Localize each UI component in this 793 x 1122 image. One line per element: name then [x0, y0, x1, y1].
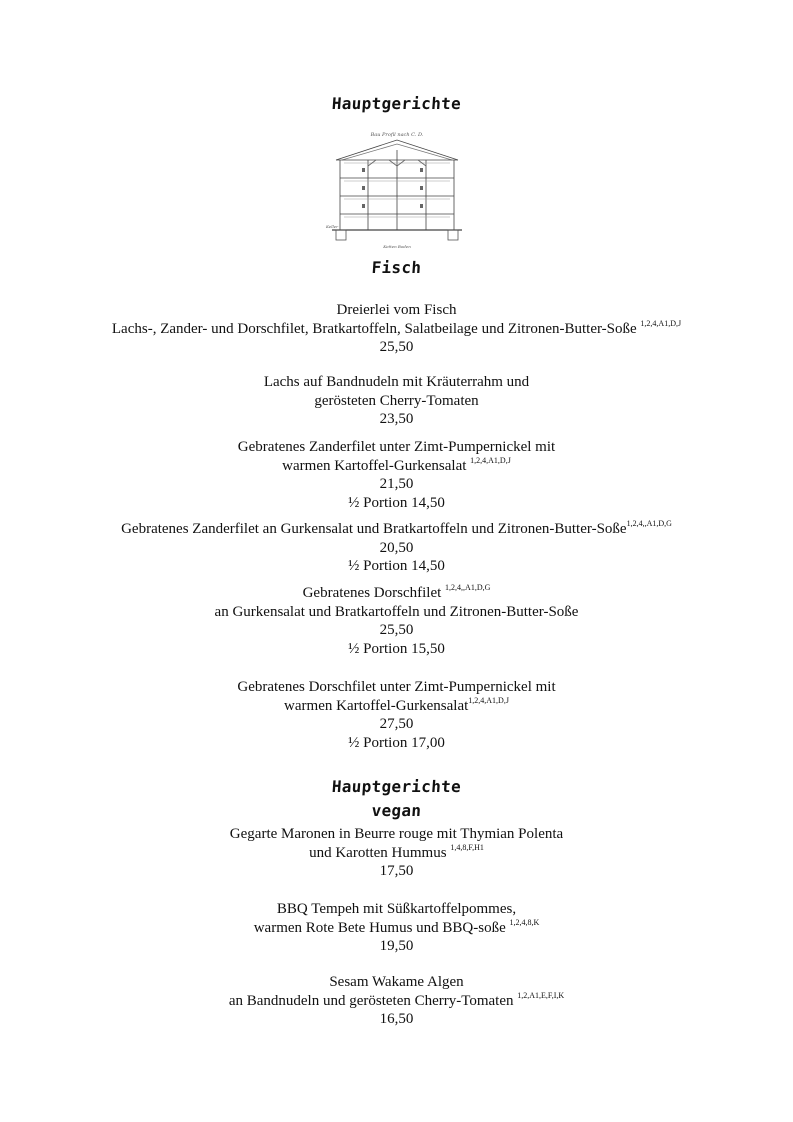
dish-text [0, 603, 793, 621]
illustration-caption: Bau Profil nach C. D. [370, 132, 424, 138]
dish-price [0, 937, 793, 955]
dish-line-text: und Karotten Hummus [309, 844, 451, 861]
dish-line-text: Lachs-, Zander- und Dorschfilet, Bratkartoffeln, Salatbeilage und Zitronen-Butter-Soße [111, 320, 641, 337]
dish-price [0, 621, 793, 639]
dish-line-text: 20,50 [379, 539, 414, 556]
dish-line-text: Gebratenes Dorschfilet [302, 585, 446, 601]
dish-text [0, 457, 793, 475]
allergen-codes: 1,2,4,A1,D,J [470, 455, 511, 465]
dish-line-text: 25,50 [379, 622, 414, 638]
dish-price [0, 1010, 793, 1028]
vegan-section-title: Hauptgerichte [331, 777, 462, 796]
allergen-codes: 1,2,4,,A1,D,G [626, 519, 672, 528]
dish-text [0, 697, 793, 715]
dish-line-text: warmen Rote Bete Humus und BBQ-soße [253, 919, 510, 936]
vegan-section-subtitle: vegan [370, 801, 422, 820]
allergen-codes: 1,2,4,,A1,D,G [445, 583, 491, 592]
dish-text [0, 520, 793, 538]
dish-line-text: Gebratenes Zanderfilet an Gurkensalat und Bratkartoffeln und Zitronen-Butter-Soße [121, 521, 627, 537]
dish-text [0, 301, 793, 319]
dish-line-text: Dreierlei vom Fisch [336, 302, 457, 318]
dish-text [0, 900, 793, 918]
dish-line-text: 23,50 [379, 411, 414, 427]
dish-price [0, 475, 793, 493]
illustration-left-note: Keller [326, 224, 339, 229]
dish-price [0, 494, 793, 512]
dish-line-text: 25,50 [379, 339, 414, 355]
section-subtitle: Fisch [370, 258, 422, 277]
dish-text [0, 973, 793, 991]
dish-line-text: gerösteten Cherry-Tomaten [314, 392, 479, 409]
illustration-bottom-note: Ketten Boden [383, 244, 411, 249]
dish-line-text: warmen Kartoffel-Gurkensalat [284, 697, 469, 714]
dish-price [0, 539, 793, 557]
dish-line-text: 27,50 [379, 716, 414, 732]
dish-line-text: 16,50 [379, 1011, 414, 1027]
dish-line-text: Gebratenes Dorschfilet unter Zimt-Pumpernickel mit [237, 679, 556, 695]
dish-line-text: ½ Portion 14,50 [348, 494, 445, 511]
dish-line-text: ½ Portion 17,00 [348, 734, 445, 751]
dish-line-text: Lachs auf Bandnudeln mit Kräuterrahm und [263, 374, 530, 390]
dish-text [0, 844, 793, 862]
dish-line-text: 21,50 [379, 476, 414, 492]
dish-line-text: warmen Kartoffel-Gurkensalat [282, 457, 471, 474]
dish-price [0, 734, 793, 752]
section-title: Hauptgerichte [331, 94, 462, 113]
dish-line-text: Gegarte Maronen in Beurre rouge mit Thymian Polenta [229, 826, 564, 842]
dish-price [0, 410, 793, 428]
dish-price [0, 715, 793, 733]
dish-line-text: an Gurkensalat und Bratkartoffeln und Zitronen-Butter-Soße [214, 603, 579, 620]
dish-line-text: Gebratenes Zanderfilet unter Zimt-Pumpernickel mit [237, 439, 556, 455]
dish-price [0, 862, 793, 880]
allergen-codes: 1,2,4,A1,D,J [468, 695, 509, 705]
dish-text [0, 825, 793, 843]
dish-text [0, 678, 793, 696]
dish-line-text: an Bandnudeln und gerösteten Cherry-Tomaten [228, 992, 518, 1009]
dish-text [0, 373, 793, 391]
dish-text [0, 438, 793, 456]
dish-line-text: 17,50 [379, 863, 414, 879]
allergen-codes: 1,2,4,8,K [509, 917, 540, 927]
dish-line-text: 19,50 [379, 938, 414, 954]
dish-line-text: ½ Portion 14,50 [348, 558, 445, 574]
dish-text [0, 992, 793, 1010]
dish-line-text: Sesam Wakame Algen [329, 974, 464, 990]
dish-line-text: ½ Portion 15,50 [348, 640, 445, 657]
building-cross-section-illustration [322, 130, 472, 260]
dish-text [0, 584, 793, 602]
dish-line-text: BBQ Tempeh mit Süßkartoffelpommes, [276, 901, 517, 917]
dish-text [0, 320, 793, 338]
dish-text [0, 919, 793, 937]
allergen-codes: 1,4,8,F,H1 [450, 842, 484, 852]
dish-price [0, 338, 793, 356]
allergen-codes: 1,2,A1,E,F,I,K [517, 990, 565, 1000]
dish-text [0, 392, 793, 410]
allergen-codes: 1,2,4,A1,D,J [640, 318, 682, 328]
dish-price [0, 640, 793, 658]
dish-price [0, 557, 793, 575]
